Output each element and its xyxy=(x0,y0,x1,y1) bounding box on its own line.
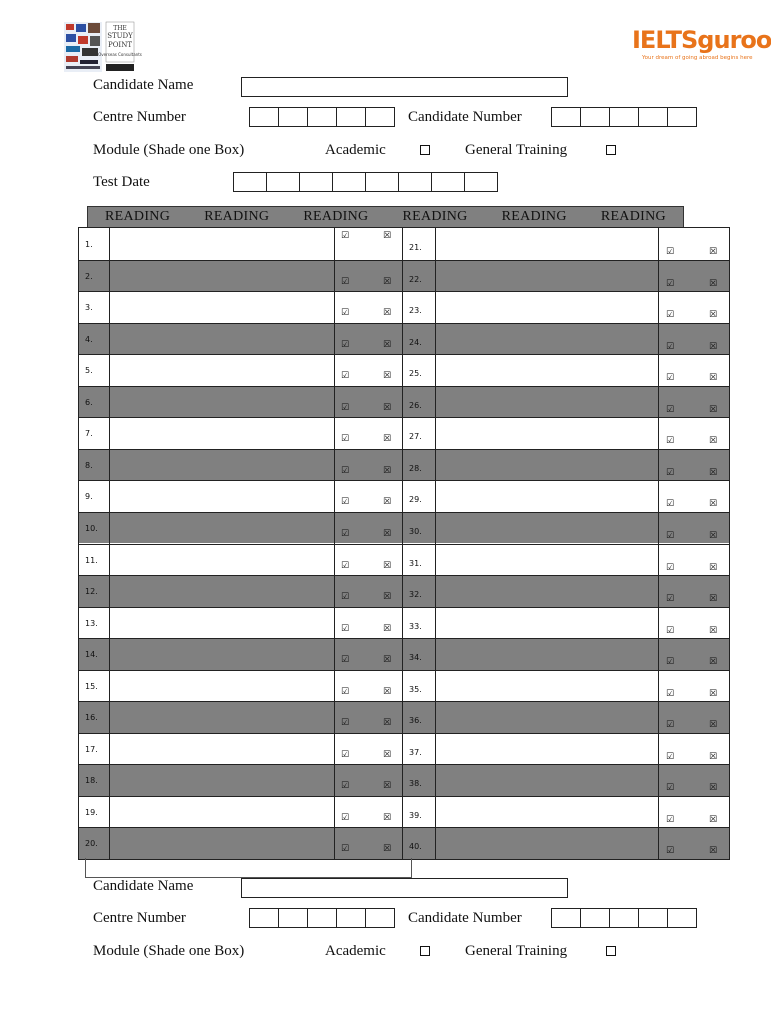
row-divider xyxy=(79,607,729,608)
digit-box[interactable] xyxy=(308,909,337,927)
answer-field[interactable] xyxy=(110,449,334,481)
digit-box[interactable] xyxy=(308,108,337,126)
digit-box[interactable] xyxy=(668,108,696,126)
answer-row xyxy=(79,386,729,418)
correct-mark-icon[interactable]: ☑ xyxy=(341,812,350,823)
correct-mark-icon[interactable]: ☑ xyxy=(341,371,350,382)
answer-field[interactable] xyxy=(436,449,658,481)
wrong-mark-icon[interactable]: ☒ xyxy=(709,814,718,825)
question-number: 33. xyxy=(409,621,422,631)
row-divider xyxy=(79,544,729,545)
correct-mark-icon[interactable]: ☑ xyxy=(341,231,350,241)
answer-row xyxy=(79,796,729,828)
answer-field[interactable] xyxy=(436,354,658,386)
answer-field[interactable] xyxy=(436,323,658,355)
question-number: 22. xyxy=(409,274,422,284)
question-number: 20. xyxy=(85,839,98,849)
answer-row xyxy=(79,764,729,796)
row-divider xyxy=(79,386,729,387)
answer-field[interactable] xyxy=(110,480,334,512)
answer-field[interactable] xyxy=(110,260,334,292)
answer-row xyxy=(79,733,729,765)
centre-number-label: Centre Number xyxy=(93,109,186,125)
wrong-mark-icon[interactable]: ☒ xyxy=(709,530,718,541)
wrong-mark-icon[interactable]: ☒ xyxy=(709,562,718,573)
wrong-mark-icon[interactable]: ☒ xyxy=(383,844,392,855)
wrong-mark-icon[interactable]: ☒ xyxy=(709,594,718,605)
row-divider xyxy=(79,670,729,671)
answer-field[interactable] xyxy=(110,291,334,323)
wrong-mark-icon[interactable]: ☒ xyxy=(383,528,392,539)
correct-mark-icon[interactable]: ☑ xyxy=(341,655,350,666)
answer-row xyxy=(79,228,729,260)
ielts-logo-tagline: Your dream of going abroad begins here xyxy=(642,55,753,61)
answer-field[interactable] xyxy=(110,386,334,418)
date-box[interactable] xyxy=(366,173,399,191)
wrong-mark-icon[interactable]: ☒ xyxy=(709,499,718,510)
wrong-mark-icon[interactable]: ☒ xyxy=(383,812,392,823)
correct-mark-icon[interactable]: ☑ xyxy=(666,247,675,257)
wrong-mark-icon[interactable]: ☒ xyxy=(709,720,718,731)
row-divider xyxy=(79,417,729,418)
reading-band xyxy=(87,206,684,228)
digit-box[interactable] xyxy=(581,909,610,927)
centre-number-boxes[interactable] xyxy=(249,107,395,127)
correct-mark-icon[interactable]: ☑ xyxy=(666,625,675,636)
answer-field[interactable] xyxy=(110,354,334,386)
wrong-mark-icon[interactable]: ☒ xyxy=(709,783,718,794)
row-divider xyxy=(79,764,729,765)
question-number: 29. xyxy=(409,495,422,505)
answer-row xyxy=(79,512,729,544)
question-number: 21. xyxy=(409,243,422,252)
answer-field[interactable] xyxy=(110,323,334,355)
answer-field[interactable] xyxy=(110,796,334,828)
candidate-name-label-bottom: Candidate Name xyxy=(93,878,194,894)
correct-mark-icon[interactable]: ☑ xyxy=(341,497,350,508)
correct-mark-icon[interactable]: ☑ xyxy=(341,749,350,760)
question-number: 27. xyxy=(409,432,422,442)
answer-field[interactable] xyxy=(436,638,658,670)
grid-footer-tab xyxy=(85,858,412,878)
question-number: 11. xyxy=(85,555,98,565)
wrong-mark-icon[interactable]: ☒ xyxy=(709,688,718,699)
digit-box[interactable] xyxy=(552,909,581,927)
digit-box[interactable] xyxy=(581,108,610,126)
question-number: 31. xyxy=(409,558,422,568)
question-number: 2. xyxy=(85,271,93,281)
row-divider xyxy=(79,733,729,734)
answer-field[interactable] xyxy=(436,417,658,449)
wrong-mark-icon[interactable]: ☒ xyxy=(709,247,718,257)
row-divider xyxy=(79,480,729,481)
question-number: 7. xyxy=(85,429,93,439)
candidate-name-field[interactable] xyxy=(241,77,568,97)
academic-checkbox[interactable] xyxy=(420,145,430,155)
digit-box[interactable] xyxy=(366,108,394,126)
correct-mark-icon[interactable]: ☑ xyxy=(666,846,675,857)
row-divider xyxy=(79,449,729,450)
svg-text:STUDY: STUDY xyxy=(107,32,133,40)
wrong-mark-icon[interactable]: ☒ xyxy=(709,657,718,668)
centre-number-boxes-bottom[interactable] xyxy=(249,908,395,928)
wrong-mark-icon[interactable]: ☒ xyxy=(383,434,392,445)
correct-mark-icon[interactable]: ☑ xyxy=(666,436,675,447)
general-training-label-bottom: General Training xyxy=(465,943,568,959)
question-number: 39. xyxy=(409,810,422,820)
wrong-mark-icon[interactable]: ☒ xyxy=(383,465,392,476)
answer-field[interactable] xyxy=(436,733,658,765)
answer-field[interactable] xyxy=(436,386,658,418)
digit-box[interactable] xyxy=(639,108,668,126)
reading-band-label: READING xyxy=(600,209,666,224)
question-number: 13. xyxy=(85,618,98,628)
answer-field[interactable] xyxy=(436,291,658,323)
answer-row xyxy=(79,323,729,355)
reading-band-label: READING xyxy=(204,209,270,224)
wrong-mark-icon[interactable]: ☒ xyxy=(383,686,392,697)
answer-field[interactable] xyxy=(110,512,334,544)
answer-field[interactable] xyxy=(110,544,334,576)
question-number: 16. xyxy=(85,713,98,723)
question-number: 23. xyxy=(409,306,422,316)
question-number: 14. xyxy=(85,650,98,660)
wrong-mark-icon[interactable]: ☒ xyxy=(383,402,392,413)
question-number: 36. xyxy=(409,716,422,726)
digit-box[interactable] xyxy=(279,909,308,927)
question-number: 40. xyxy=(409,842,422,852)
wrong-mark-icon[interactable]: ☒ xyxy=(709,310,718,321)
wrong-mark-icon[interactable]: ☒ xyxy=(709,404,718,415)
question-number: 12. xyxy=(85,587,98,597)
correct-mark-icon[interactable]: ☑ xyxy=(666,530,675,541)
row-divider xyxy=(79,796,729,797)
column-divider xyxy=(334,228,335,859)
wrong-mark-icon[interactable]: ☒ xyxy=(383,371,392,382)
answer-row xyxy=(79,607,729,639)
answer-row xyxy=(79,291,729,323)
svg-text:THE: THE xyxy=(113,25,127,32)
answer-row xyxy=(79,354,729,386)
question-number: 6. xyxy=(85,397,93,407)
row-divider xyxy=(79,701,729,702)
reading-band-label: READING xyxy=(105,209,171,224)
answer-row xyxy=(79,544,729,576)
wrong-mark-icon[interactable]: ☒ xyxy=(709,341,718,352)
question-number: 24. xyxy=(409,337,422,347)
row-divider xyxy=(79,354,729,355)
answer-field[interactable] xyxy=(110,575,334,607)
wrong-mark-icon[interactable]: ☒ xyxy=(383,655,392,666)
correct-mark-icon[interactable]: ☑ xyxy=(341,718,350,729)
correct-mark-icon[interactable]: ☑ xyxy=(666,467,675,478)
correct-mark-icon[interactable]: ☑ xyxy=(666,751,675,762)
question-number: 34. xyxy=(409,653,422,663)
answer-row xyxy=(79,480,729,512)
answer-field[interactable] xyxy=(436,670,658,702)
wrong-mark-icon[interactable]: ☒ xyxy=(383,339,392,350)
correct-mark-icon[interactable]: ☑ xyxy=(666,814,675,825)
answer-field[interactable] xyxy=(110,638,334,670)
answer-field[interactable] xyxy=(436,544,658,576)
correct-mark-icon[interactable]: ☑ xyxy=(341,781,350,792)
correct-mark-icon[interactable]: ☑ xyxy=(666,404,675,415)
centre-number-label-bottom: Centre Number xyxy=(93,910,186,926)
correct-mark-icon[interactable]: ☑ xyxy=(341,402,350,413)
correct-mark-icon[interactable]: ☑ xyxy=(341,339,350,350)
answer-row xyxy=(79,701,729,733)
wrong-mark-icon[interactable]: ☒ xyxy=(383,623,392,634)
date-box[interactable] xyxy=(432,173,465,191)
correct-mark-icon[interactable]: ☑ xyxy=(341,623,350,634)
correct-mark-icon[interactable]: ☑ xyxy=(666,499,675,510)
date-box[interactable] xyxy=(333,173,366,191)
correct-mark-icon[interactable]: ☑ xyxy=(341,276,350,287)
question-number: 10. xyxy=(85,523,98,533)
correct-mark-icon[interactable]: ☑ xyxy=(341,560,350,571)
module-label: Module (Shade one Box) xyxy=(93,142,245,158)
answer-field[interactable] xyxy=(436,575,658,607)
answer-field[interactable] xyxy=(436,480,658,512)
question-number: 17. xyxy=(85,744,98,754)
wrong-mark-icon[interactable]: ☒ xyxy=(709,278,718,289)
row-divider xyxy=(79,575,729,576)
question-number: 5. xyxy=(85,366,93,376)
correct-mark-icon[interactable]: ☑ xyxy=(666,373,675,384)
answer-row xyxy=(79,449,729,481)
answer-field[interactable] xyxy=(110,827,334,859)
answer-grid xyxy=(78,227,730,860)
candidate-number-boxes[interactable] xyxy=(551,107,697,127)
wrong-mark-icon[interactable]: ☒ xyxy=(709,373,718,384)
question-number: 19. xyxy=(85,807,98,817)
date-box[interactable] xyxy=(234,173,267,191)
question-number: 3. xyxy=(85,303,93,313)
module-label-bottom: Module (Shade one Box) xyxy=(93,943,245,959)
correct-mark-icon[interactable]: ☑ xyxy=(666,562,675,573)
wrong-mark-icon[interactable]: ☒ xyxy=(709,846,718,857)
answer-row xyxy=(79,827,729,859)
digit-box[interactable] xyxy=(250,108,279,126)
digit-box[interactable] xyxy=(366,909,394,927)
digit-box[interactable] xyxy=(337,909,366,927)
correct-mark-icon[interactable]: ☑ xyxy=(341,844,350,855)
general-training-label: General Training xyxy=(465,142,568,158)
wrong-mark-icon[interactable]: ☒ xyxy=(709,467,718,478)
reading-band-label: READING xyxy=(501,209,567,224)
date-box[interactable] xyxy=(465,173,497,191)
question-number: 35. xyxy=(409,684,422,694)
wrong-mark-icon[interactable]: ☒ xyxy=(383,560,392,571)
academic-label: Academic xyxy=(325,142,386,158)
wrong-mark-icon[interactable]: ☒ xyxy=(383,497,392,508)
candidate-number-label-bottom: Candidate Number xyxy=(408,910,522,926)
answer-field[interactable] xyxy=(436,827,658,859)
correct-mark-icon[interactable]: ☑ xyxy=(666,657,675,668)
answer-field[interactable] xyxy=(436,796,658,828)
correct-mark-icon[interactable]: ☑ xyxy=(666,594,675,605)
answer-row xyxy=(79,575,729,607)
wrong-mark-icon[interactable]: ☒ xyxy=(383,308,392,319)
answer-field[interactable] xyxy=(436,228,658,260)
question-number: 8. xyxy=(85,460,93,470)
wrong-mark-icon[interactable]: ☒ xyxy=(383,276,392,287)
answer-row xyxy=(79,260,729,292)
wrong-mark-icon[interactable]: ☒ xyxy=(383,592,392,603)
ielts-logo-text: IELTSguroo xyxy=(632,26,771,54)
candidate-name-field-bottom[interactable] xyxy=(241,878,568,898)
correct-mark-icon[interactable]: ☑ xyxy=(666,720,675,731)
correct-mark-icon[interactable]: ☑ xyxy=(341,308,350,319)
digit-box[interactable] xyxy=(552,108,581,126)
wrong-mark-icon[interactable]: ☒ xyxy=(709,436,718,447)
digit-box[interactable] xyxy=(337,108,366,126)
digit-box[interactable] xyxy=(610,909,639,927)
wrong-mark-icon[interactable]: ☒ xyxy=(709,625,718,636)
row-divider xyxy=(79,512,729,513)
question-number: 18. xyxy=(85,776,98,786)
correct-mark-icon[interactable]: ☑ xyxy=(666,278,675,289)
correct-mark-icon[interactable]: ☑ xyxy=(666,783,675,794)
answer-field[interactable] xyxy=(110,417,334,449)
column-divider xyxy=(658,228,659,859)
question-number: 32. xyxy=(409,590,422,600)
digit-box[interactable] xyxy=(668,909,696,927)
general-training-checkbox-bottom[interactable] xyxy=(606,946,616,956)
test-date-label: Test Date xyxy=(93,174,150,190)
correct-mark-icon[interactable]: ☑ xyxy=(341,592,350,603)
answer-row xyxy=(79,638,729,670)
column-divider xyxy=(435,228,436,859)
academic-label-bottom: Academic xyxy=(325,943,386,959)
answer-row xyxy=(79,417,729,449)
column-divider xyxy=(109,228,110,859)
row-divider xyxy=(79,827,729,828)
general-training-checkbox[interactable] xyxy=(606,145,616,155)
date-box[interactable] xyxy=(399,173,432,191)
wrong-mark-icon[interactable]: ☒ xyxy=(383,749,392,760)
row-divider xyxy=(79,260,729,261)
question-number: 38. xyxy=(409,779,422,789)
question-number: 26. xyxy=(409,400,422,410)
answer-row xyxy=(79,670,729,702)
answer-field[interactable] xyxy=(110,228,334,260)
candidate-name-label: Candidate Name xyxy=(93,77,194,93)
row-divider xyxy=(79,323,729,324)
wrong-mark-icon[interactable]: ☒ xyxy=(383,781,392,792)
answer-field[interactable] xyxy=(110,733,334,765)
reading-band-label: READING xyxy=(402,209,468,224)
correct-mark-icon[interactable]: ☑ xyxy=(666,310,675,321)
date-box[interactable] xyxy=(267,173,300,191)
correct-mark-icon[interactable]: ☑ xyxy=(666,341,675,352)
wrong-mark-icon[interactable]: ☒ xyxy=(383,231,392,241)
question-number: 28. xyxy=(409,463,422,473)
answer-field[interactable] xyxy=(436,764,658,796)
candidate-number-label: Candidate Number xyxy=(408,109,522,125)
question-number: 30. xyxy=(409,526,422,536)
answer-field[interactable] xyxy=(110,670,334,702)
answer-field[interactable] xyxy=(110,764,334,796)
study-point-logo xyxy=(64,20,142,76)
svg-text:Overseas Consultants: Overseas Consultants xyxy=(98,52,142,57)
answer-field[interactable] xyxy=(436,260,658,292)
answer-field[interactable] xyxy=(436,701,658,733)
test-date-boxes[interactable] xyxy=(233,172,498,192)
academic-checkbox-bottom[interactable] xyxy=(420,946,430,956)
wrong-mark-icon[interactable]: ☒ xyxy=(383,718,392,729)
correct-mark-icon[interactable]: ☑ xyxy=(341,465,350,476)
candidate-number-boxes-bottom[interactable] xyxy=(551,908,697,928)
svg-text:POINT: POINT xyxy=(107,41,133,49)
answer-field[interactable] xyxy=(436,512,658,544)
question-number: 37. xyxy=(409,747,422,757)
row-divider xyxy=(79,291,729,292)
reading-band-label: READING xyxy=(303,209,369,224)
question-number: 1. xyxy=(85,240,93,249)
answer-field[interactable] xyxy=(110,701,334,733)
answer-field[interactable] xyxy=(110,607,334,639)
question-number: 15. xyxy=(85,681,98,691)
digit-box[interactable] xyxy=(610,108,639,126)
correct-mark-icon[interactable]: ☑ xyxy=(666,688,675,699)
question-number: 9. xyxy=(85,492,93,502)
correct-mark-icon[interactable]: ☑ xyxy=(341,434,350,445)
digit-box[interactable] xyxy=(279,108,308,126)
correct-mark-icon[interactable]: ☑ xyxy=(341,686,350,697)
digit-box[interactable] xyxy=(639,909,668,927)
correct-mark-icon[interactable]: ☑ xyxy=(341,528,350,539)
question-number: 25. xyxy=(409,369,422,379)
answer-field[interactable] xyxy=(436,607,658,639)
ielts-guroo-logo xyxy=(632,26,771,78)
row-divider xyxy=(79,638,729,639)
date-box[interactable] xyxy=(300,173,333,191)
digit-box[interactable] xyxy=(250,909,279,927)
wrong-mark-icon[interactable]: ☒ xyxy=(709,751,718,762)
question-number: 4. xyxy=(85,334,93,344)
column-divider xyxy=(402,228,403,859)
